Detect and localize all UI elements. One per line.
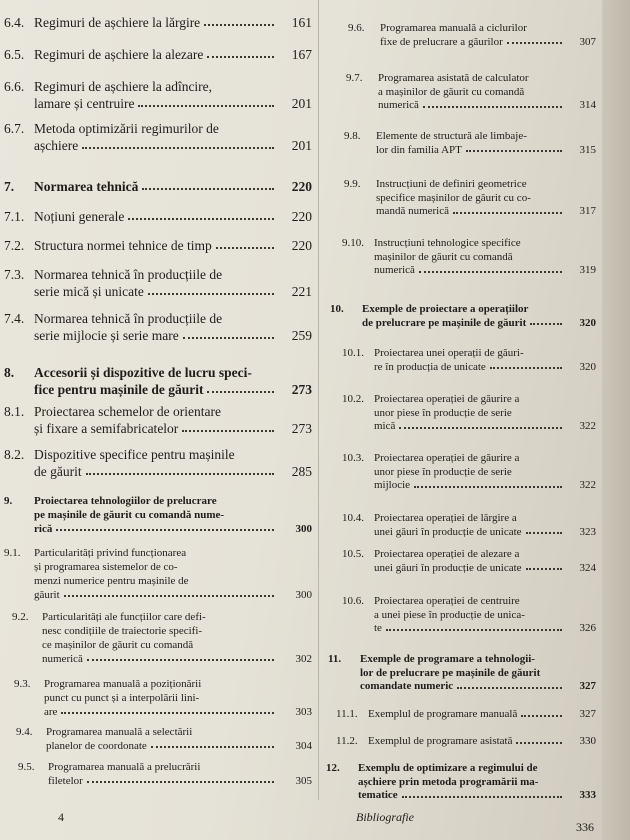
toc-entry-line: numerică	[374, 264, 415, 276]
toc-entry-line: mașinilor de găurit cu comandă	[374, 250, 513, 263]
toc-entry-number: 6.5.	[4, 47, 25, 62]
toc-page-number: 317	[579, 205, 596, 217]
toc-leader-dots	[87, 781, 274, 783]
toc-entry-line: mijlocie	[374, 479, 411, 491]
toc-entry-number: 9.8.	[344, 130, 361, 142]
toc-entry	[4, 446, 312, 480]
toc-leader-dots	[151, 746, 274, 748]
toc-leader-dots	[138, 105, 274, 107]
toc-entry-line: Proiectarea operației de lărgire a	[374, 512, 517, 524]
toc-entry-line: Normarea tehnică	[34, 179, 139, 194]
toc-entry-number: 10.1.	[342, 347, 364, 359]
toc-entry-line: punct cu punct și a interpolării lini-	[44, 692, 200, 704]
toc-page-number: 273	[291, 421, 312, 436]
toc-entry-number: 7.4.	[4, 311, 25, 326]
toc-leader-dots	[490, 367, 562, 369]
toc-leader-dots	[56, 529, 274, 531]
toc-entry	[4, 403, 312, 437]
toc-entry-line: Proiectarea operației de găurire a	[374, 452, 520, 464]
toc-entry-title	[44, 677, 312, 719]
toc-leader-dots	[516, 742, 562, 744]
toc-leader-dots	[399, 427, 562, 429]
toc-entry-line: specifice mașinilor de găurit cu co-	[376, 191, 531, 204]
toc-page-number: 324	[579, 561, 596, 574]
toc-page-number: 323	[579, 525, 596, 538]
toc-entry-line: Elemente de structură ale limbaje-	[376, 130, 527, 142]
toc-leader-dots	[402, 796, 562, 798]
toc-entry-line: fice pentru mașinile de găurit	[34, 382, 204, 397]
toc-entry	[342, 548, 596, 575]
toc-entry-number: 9.4.	[16, 726, 33, 738]
footer-bibliography-label: Bibliografie	[356, 810, 414, 824]
toc-entry-line: și programarea sistemelor de co-	[34, 561, 178, 573]
toc-entry	[342, 237, 596, 278]
toc-entry	[342, 512, 596, 539]
toc-entry-line: unei găuri în producție de unicate	[374, 525, 522, 538]
toc-entry-line: Programarea manuală a poziționării	[44, 678, 202, 690]
toc-entry-title	[374, 237, 596, 278]
toc-entry-title	[34, 14, 312, 31]
toc-page-number: 221	[291, 284, 312, 299]
toc-entry-number: 6.4.	[4, 15, 25, 30]
toc-entry-title	[368, 735, 596, 749]
toc-entry-line: Regimuri de așchiere la alezare	[34, 47, 204, 62]
toc-page-number: 315	[579, 143, 596, 156]
toc-page-number: 161	[291, 15, 312, 30]
toc-entry-title	[360, 653, 596, 694]
toc-page-number: 320	[579, 316, 596, 329]
toc-entry	[16, 725, 312, 753]
toc-entry-title	[380, 22, 596, 49]
toc-page-number: 322	[579, 420, 596, 432]
toc-entry-line: așchiere prin metoda programării ma-	[358, 775, 539, 788]
toc-entry-line: menzi numerice pentru mașinile de	[34, 575, 189, 587]
toc-page-number: 220	[291, 238, 312, 253]
toc-entry-line: Programarea manuală a prelucrării	[48, 761, 201, 773]
toc-page-number: 327	[579, 708, 596, 720]
toc-entry-number: 8.1.	[4, 404, 25, 419]
toc-entry	[4, 178, 312, 195]
toc-entry-line: Regimuri de așchiere la lărgire	[34, 15, 201, 30]
toc-leader-dots	[183, 337, 274, 339]
toc-leader-dots	[86, 473, 274, 475]
toc-leader-dots	[207, 391, 274, 393]
toc-entry-number: 7.	[4, 179, 15, 194]
toc-entry-line: Programarea manuală a ciclurilor	[380, 22, 527, 34]
toc-page-number: 333	[579, 789, 596, 801]
toc-entry-line: lamare și centruire	[34, 96, 135, 111]
toc-entry	[4, 237, 312, 254]
toc-entry-line: Metoda optimizării regimurilor de	[34, 121, 219, 136]
toc-entry-line: Exemple de programare a tehnologii-	[360, 653, 535, 665]
toc-entry	[18, 760, 312, 788]
toc-page-number: 259	[291, 328, 312, 343]
toc-entry	[4, 494, 312, 536]
toc-entry	[342, 393, 596, 434]
toc-entry-line: Programarea manuală a selectării	[46, 726, 193, 738]
toc-leader-dots	[148, 293, 274, 295]
page-edge	[602, 0, 630, 840]
toc-entry-title	[34, 446, 312, 480]
toc-entry-title	[378, 72, 596, 113]
toc-entry	[342, 347, 596, 374]
toc-entry	[4, 364, 312, 398]
toc-entry-line: Structura normei tehnice de timp	[34, 238, 212, 253]
toc-entry-number: 10.4.	[342, 512, 364, 524]
toc-page-number: 302	[295, 653, 312, 665]
toc-entry-line: filetelor	[48, 775, 83, 787]
toc-entry-number: 11.	[328, 653, 342, 665]
toc-entry-title	[368, 708, 596, 722]
toc-entry-line: Noțiuni generale	[34, 209, 125, 224]
toc-entry-line: mică	[374, 420, 396, 432]
toc-entry-line: lor de prelucrare pe mașinile de găurit	[360, 666, 541, 679]
toc-page-number: 319	[579, 264, 596, 276]
toc-entry	[4, 14, 312, 31]
toc-entry-line: serie mică și unicate	[34, 284, 144, 299]
toc-entry-line: Programarea asistată de calculator	[378, 72, 529, 84]
toc-entry-line: rică	[34, 523, 53, 535]
toc-page-number: 273	[291, 382, 312, 397]
toc-entry-line: fixe de prelucrare a găurilor	[380, 35, 503, 48]
toc-entry-line: re în producția de unicate	[374, 360, 486, 373]
toc-leader-dots	[142, 188, 274, 190]
toc-leader-dots	[453, 212, 562, 214]
toc-entry	[348, 22, 596, 49]
toc-entry-line: Instrucțiuni tehnologice specifice	[374, 237, 521, 249]
toc-page-number: 326	[579, 622, 596, 634]
toc-leader-dots	[204, 24, 274, 26]
toc-leader-dots	[386, 629, 562, 631]
toc-entry	[330, 303, 596, 330]
toc-entry-line: comandate numeric	[360, 680, 454, 692]
toc-entry-title	[34, 178, 312, 195]
toc-entry-line: a unei piese în producție de unica-	[374, 608, 525, 621]
toc-entry-title	[34, 364, 312, 398]
toc-entry-number: 9.2.	[12, 611, 29, 623]
toc-page-number: 167	[291, 47, 312, 62]
toc-entry	[344, 130, 596, 157]
toc-entry-line: Accesorii și dispozitive de lucru speci-	[34, 365, 252, 380]
toc-entry-line: ce mașinilor de găurit cu comandă	[42, 639, 194, 651]
toc-entry-number: 8.2.	[4, 447, 25, 462]
toc-entry-line: Particularități ale funcțiilor care defi-	[42, 611, 206, 623]
toc-entry-line: Normarea tehnică în producțiile de	[34, 311, 223, 326]
toc-entry-title	[374, 512, 596, 539]
footer-bibliography-page: 336	[576, 820, 594, 834]
toc-leader-dots	[530, 323, 562, 325]
toc-entry-number: 9.7.	[346, 72, 363, 84]
toc-page-number: 314	[579, 99, 596, 111]
toc-entry-number: 9.	[4, 495, 13, 507]
toc-entry-title	[34, 266, 312, 300]
toc-entry-line: te	[374, 622, 382, 634]
toc-entry-line: unei găuri în producție de unicate	[374, 561, 522, 574]
toc-entry-line: Proiectarea unei operații de găuri-	[374, 347, 524, 359]
toc-entry-title	[34, 310, 312, 344]
toc-entry-title	[374, 347, 596, 374]
toc-entry-number: 9.5.	[18, 761, 35, 773]
column-divider	[318, 0, 319, 800]
toc-leader-dots	[466, 150, 562, 152]
toc-entry-line: a mașinilor de găurit cu comandă	[378, 85, 525, 98]
toc-entry-line: Exemplul de programare asistată	[368, 735, 513, 747]
toc-entry-title	[34, 403, 312, 437]
toc-leader-dots	[64, 595, 274, 597]
toc-entry-line: de prelucrare pe mașinile de găurit	[362, 316, 527, 329]
toc-page-number: 327	[579, 680, 596, 692]
toc-entry-number: 9.9.	[344, 178, 361, 190]
toc-leader-dots	[526, 568, 562, 570]
toc-entry-line: Proiectarea tehnologiilor de prelucrare	[34, 495, 217, 507]
toc-entry-line: serie mijlocie și serie mare	[34, 328, 179, 343]
toc-entry-line: Proiectarea operației de alezare a	[374, 548, 520, 560]
toc-page-number: 320	[579, 360, 596, 373]
toc-leader-dots	[207, 56, 274, 58]
toc-entry-line: mandă numerică	[376, 205, 449, 217]
toc-entry-number: 6.7.	[4, 121, 25, 136]
toc-entry-line: de găurit	[34, 464, 82, 479]
toc-page-number: 220	[291, 209, 312, 224]
toc-entry-line: lor din familia APT	[376, 143, 462, 156]
toc-entry-number: 7.1.	[4, 209, 25, 224]
toc-leader-dots	[526, 532, 562, 534]
toc-entry	[14, 677, 312, 719]
toc-entry	[326, 762, 596, 803]
toc-entry-title	[362, 303, 596, 330]
toc-entry-line: și fixare a semifabricatelor	[34, 421, 179, 436]
toc-entry	[4, 46, 312, 63]
toc-entry-title	[374, 452, 596, 493]
toc-leader-dots	[414, 486, 562, 488]
toc-page-number: 303	[295, 706, 312, 718]
toc-entry-number: 11.1.	[336, 708, 358, 720]
toc-page-number: 305	[295, 775, 312, 787]
toc-entry-number: 10.	[330, 303, 344, 315]
toc-entry-number: 9.1.	[4, 547, 21, 559]
toc-leader-dots	[521, 715, 562, 717]
toc-entry-title	[374, 595, 596, 636]
toc-page-number: 201	[291, 138, 312, 153]
toc-entry-line: Exemple de proiectare a operațiilor	[362, 303, 529, 315]
toc-entry-line: Instrucțiuni de definiri geometrice	[376, 178, 527, 190]
toc-entry	[336, 708, 596, 722]
toc-leader-dots	[423, 106, 562, 108]
toc-entry-title	[46, 725, 312, 753]
toc-entry-title	[34, 494, 312, 536]
toc-entry-number: 10.6.	[342, 595, 364, 607]
toc-entry	[4, 310, 312, 344]
toc-entry-line: Proiectarea schemelor de orientare	[34, 404, 222, 419]
toc-leader-dots	[87, 659, 274, 661]
toc-entry-line: Proiectarea operației de centruire	[374, 595, 520, 607]
toc-entry-title	[34, 46, 312, 63]
toc-entry	[346, 72, 596, 113]
toc-entry	[342, 595, 596, 636]
toc-entry-line: Dispozitive specifice pentru mașinile	[34, 447, 235, 462]
toc-entry-number: 11.2.	[336, 735, 358, 747]
toc-entry-line: găurit	[34, 589, 60, 601]
toc-entry-title	[34, 78, 312, 112]
toc-entry-line: planelor de coordonate	[46, 740, 147, 752]
toc-entry-line: are	[44, 706, 58, 718]
toc-leader-dots	[419, 271, 562, 273]
toc-leader-dots	[128, 218, 274, 220]
toc-entry	[328, 653, 596, 694]
toc-entry-line: numerică	[378, 99, 419, 111]
toc-entry-title	[358, 762, 596, 803]
toc-entry-line: așchiere	[34, 138, 79, 153]
toc-entry-number: 10.5.	[342, 548, 364, 560]
footer-page-number: 4	[58, 810, 64, 824]
toc-entry-title	[34, 120, 312, 154]
toc-page-number: 300	[295, 589, 312, 601]
toc-entry-title	[374, 393, 596, 434]
toc-entry-number: 7.2.	[4, 238, 25, 253]
toc-entry	[4, 546, 312, 602]
toc-entry-number: 12.	[326, 762, 340, 774]
toc-entry-line: unor piese în producție de serie	[374, 406, 512, 419]
toc-page-number: 330	[579, 735, 596, 747]
toc-entry	[4, 120, 312, 154]
toc-page-number: 307	[579, 35, 596, 48]
toc-leader-dots	[507, 42, 562, 44]
toc-entry-title	[376, 130, 596, 157]
toc-leader-dots	[82, 147, 274, 149]
toc-entry-title	[34, 237, 312, 254]
toc-page-number: 201	[291, 96, 312, 111]
toc-entry-number: 9.6.	[348, 22, 365, 34]
toc-entry-number: 10.2.	[342, 393, 364, 405]
toc-entry-number: 10.3.	[342, 452, 364, 464]
toc-entry	[344, 178, 596, 219]
toc-leader-dots	[457, 687, 562, 689]
toc-entry	[4, 208, 312, 225]
toc-entry-line: Exemplul de programare manuală	[368, 708, 518, 720]
toc-entry	[342, 452, 596, 493]
toc-entry-line: tematice	[358, 789, 398, 801]
toc-entry-title	[34, 546, 312, 602]
toc-page-number: 322	[579, 479, 596, 491]
toc-entry-title	[42, 610, 312, 666]
toc-entry-number: 7.3.	[4, 267, 25, 282]
toc-entry	[4, 266, 312, 300]
toc-leader-dots	[61, 712, 274, 714]
toc-entry-line: Particularități privind funcționarea	[34, 547, 187, 559]
toc-entry-number: 9.3.	[14, 678, 31, 690]
toc-entry-line: Exemplu de optimizare a regimului de	[358, 762, 538, 774]
toc-entry-line: pe mașinile de găurit cu comandă nume-	[34, 509, 225, 521]
toc-entry-title	[376, 178, 596, 219]
toc-entry-line: Proiectarea operației de găurire a	[374, 393, 520, 405]
toc-entry-title	[34, 208, 312, 225]
toc-entry-number: 8.	[4, 365, 15, 380]
toc-entry	[12, 610, 312, 666]
toc-leader-dots	[182, 430, 274, 432]
toc-page-number: 304	[295, 740, 312, 752]
toc-page-number: 300	[295, 523, 312, 535]
toc-entry-line: nesc condițiile de traiectorie specifi-	[42, 625, 203, 637]
toc-entry-line: Regimuri de așchiere la adîncire,	[34, 79, 213, 94]
toc-entry	[336, 735, 596, 749]
toc-page-number: 220	[291, 179, 312, 194]
toc-entry-line: unor piese în producție de serie	[374, 465, 512, 478]
toc-entry-line: numerică	[42, 653, 83, 665]
toc-entry	[4, 78, 312, 112]
toc-entry-title	[374, 548, 596, 575]
toc-entry-title	[48, 760, 312, 788]
toc-entry-line: Normarea tehnică în producțiile de	[34, 267, 223, 282]
toc-page-number: 285	[291, 464, 312, 479]
toc-entry-number: 9.10.	[342, 237, 364, 249]
toc-leader-dots	[216, 247, 274, 249]
toc-entry-number: 6.6.	[4, 79, 25, 94]
